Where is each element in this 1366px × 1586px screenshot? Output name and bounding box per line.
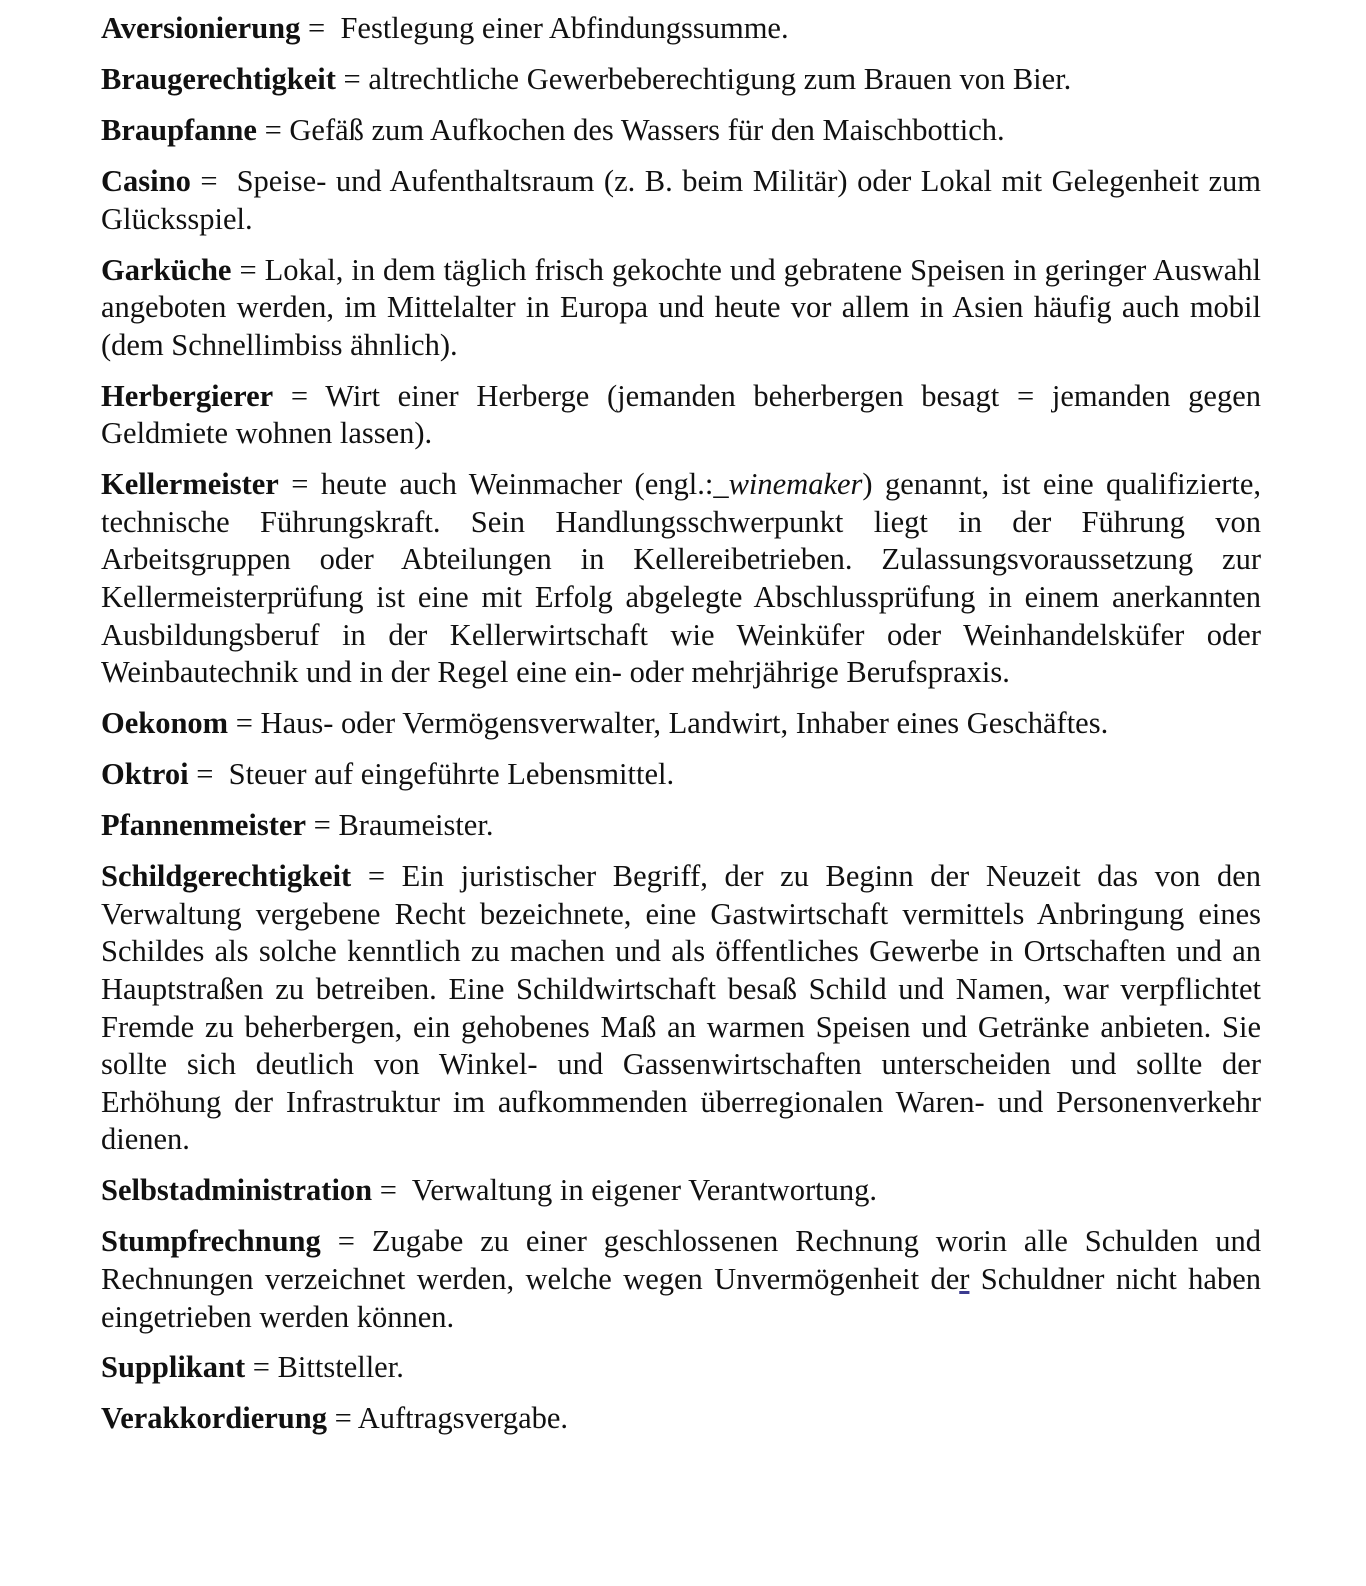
- glossary-definition: Lokal, in dem täglich frisch gekochte und gebratene Speisen in geringer Auswahl angeboten werden, im Mittelalter in Europa und heute vor allem in Asien häufig auch mobil (dem Schnellimbiss ähnlich).: [101, 252, 1262, 362]
- glossary-definition-rest: ) genannt, ist eine qualifizierte, technische Führungskraft. Sein Handlungsschwerpunkt liegt in der Führung von Arbeitsgruppen oder Abteilungen in Kellereibetrieben. Zulassungsvoraussetzung zur Kellermeisterprüfung ist eine mit Erfolg abgelegte Abschlussprüfung in einem anerkannten Ausbildungsberuf in der Kellerwirtschaft wie Weinküfer oder Weinhandelsküfer oder Weinbautechnik und in der Regel eine ein- oder mehrjährige Berufspraxis.: [101, 467, 1261, 690]
- glossary-term: Selbstadministration: [101, 1173, 373, 1208]
- glossary-entry-selbstadministration: [101, 1172, 1261, 1210]
- glossary-entry-braugerechtigkeit: [101, 61, 1261, 99]
- glossary-definition: Braumeister.: [338, 808, 494, 843]
- glossary-definition: Ein juristischer Begriff, der zu Beginn der Neuzeit das von den Verwaltung vergebene Recht bezeichnete, eine Gastwirtschaft vermittels Anbringung eines Schildes als solche kenntlich zu machen und als öffentliches Gewerbe in Ortschaften und an Hauptstraßen zu betreiben. Eine Schildwirtschaft besaß Schild und Namen, war verpflichtet Fremde zu beherbergen, ein gehobenes Maß an warmen Speisen und Getränke anbieten. Sie sollte sich deutlich von Winkel- und Gassenwirtschaften unterscheiden und sollte der Erhöhung der Infrastruktur im aufkommenden überregionalen Waren- und Personenverkehr dienen.: [101, 859, 1261, 1157]
- glossary-definition: Bittsteller.: [277, 1350, 404, 1385]
- equals-sign: =: [245, 1350, 278, 1385]
- glossary-entry-pfannenmeister: [101, 807, 1261, 845]
- glossary-definition: Auftragsvergabe.: [357, 1401, 569, 1436]
- glossary-definition-start: Zugabe zu einer geschlossenen Rechnung worin alle Schulden und Rechnungen verzeichnet werden, welche wegen Unvermögenheit de: [101, 1224, 1261, 1296]
- glossary-term: Casino: [101, 163, 191, 198]
- equals-sign: =: [305, 808, 339, 843]
- glossary-entry-herbergierer: [101, 378, 1261, 453]
- glossary-term: Pfannenmeister: [101, 808, 306, 843]
- glossary-entry-stumpfrechnung: [101, 1223, 1261, 1336]
- equals-sign: =: [278, 467, 321, 502]
- glossary-definition: Verwaltung in eigener Verantwortung.: [411, 1173, 877, 1208]
- equals-sign: =: [190, 163, 237, 198]
- glossary-entry-oktroi: [101, 756, 1261, 794]
- glossary-term: Kellermeister: [101, 467, 279, 502]
- glossary-entry-casino: [101, 163, 1261, 238]
- equals-sign: =: [320, 1224, 372, 1259]
- glossary-entry-kellermeister: [101, 466, 1261, 692]
- glossary-entry-supplikant: [101, 1349, 1261, 1387]
- glossary-definition: Festlegung einer Abfindungssumme.: [340, 11, 789, 45]
- underlined-letter: r: [959, 1261, 970, 1296]
- glossary-term: Garküche: [101, 252, 232, 287]
- glossary-entry-garkueche: [101, 252, 1261, 365]
- glossary-entry-oekonom: [101, 705, 1261, 743]
- glossary-entry-aversionierung: [101, 10, 1261, 48]
- glossary-term: Supplikant: [101, 1350, 246, 1385]
- glossary-entry-schildgerechtigkeit: [101, 858, 1261, 1159]
- glossary-definition-start: heute auch Weinmacher (engl.:_: [320, 467, 729, 502]
- glossary-definition: Steuer auf eingeführte Lebensmittel.: [228, 757, 675, 792]
- equals-sign: =: [326, 1401, 358, 1436]
- glossary-definition-italic-term: winemaker: [728, 467, 863, 502]
- glossary-term: Herbergierer: [101, 378, 274, 413]
- equals-sign: =: [351, 859, 402, 894]
- glossary-term: Braugerechtigkeit: [101, 61, 336, 96]
- glossary-definition: Haus- oder Vermögensverwalter, Landwirt, Inhaber eines Geschäftes.: [260, 706, 1109, 741]
- equals-sign: =: [273, 378, 326, 413]
- equals-sign: =: [300, 11, 341, 45]
- glossary-definition: altrechtliche Gewerbeberechtigung zum Brauen von Bier.: [368, 61, 1072, 96]
- equals-sign: =: [188, 757, 229, 792]
- equals-sign: =: [228, 706, 261, 741]
- glossary-definition-rest: Schuldner nicht haben eingetrieben werden können.: [101, 1261, 1261, 1334]
- glossary-term: Oktroi: [101, 757, 189, 792]
- equals-sign: =: [256, 112, 290, 147]
- glossary-term: Stumpfrechnung: [101, 1224, 321, 1259]
- glossary-entry-verakkordierung: [101, 1400, 1261, 1438]
- glossary-term: Verakkordierung: [101, 1401, 327, 1436]
- glossary-definition: Speise- und Aufenthaltsraum (z. B. beim Militär) oder Lokal mit Gelegenheit zum Glücksspiel.: [101, 163, 1262, 236]
- glossary-page: [101, 10, 1261, 1451]
- glossary-term: Aversionierung: [101, 11, 301, 45]
- equals-sign: =: [231, 252, 265, 287]
- glossary-term: Schildgerechtigkeit: [101, 859, 352, 894]
- glossary-term: Braupfanne: [101, 112, 257, 147]
- glossary-definition: Wirt einer Herberge (jemanden beherbergen besagt = jemanden gegen Geldmiete wohnen lassen).: [101, 378, 1261, 451]
- equals-sign: =: [372, 1173, 412, 1208]
- glossary-definition: Gefäß zum Aufkochen des Wassers für den Maischbottich.: [289, 112, 1005, 147]
- equals-sign: =: [335, 61, 369, 96]
- glossary-entry-braupfanne: [101, 112, 1261, 150]
- glossary-term: Oekonom: [101, 706, 229, 741]
